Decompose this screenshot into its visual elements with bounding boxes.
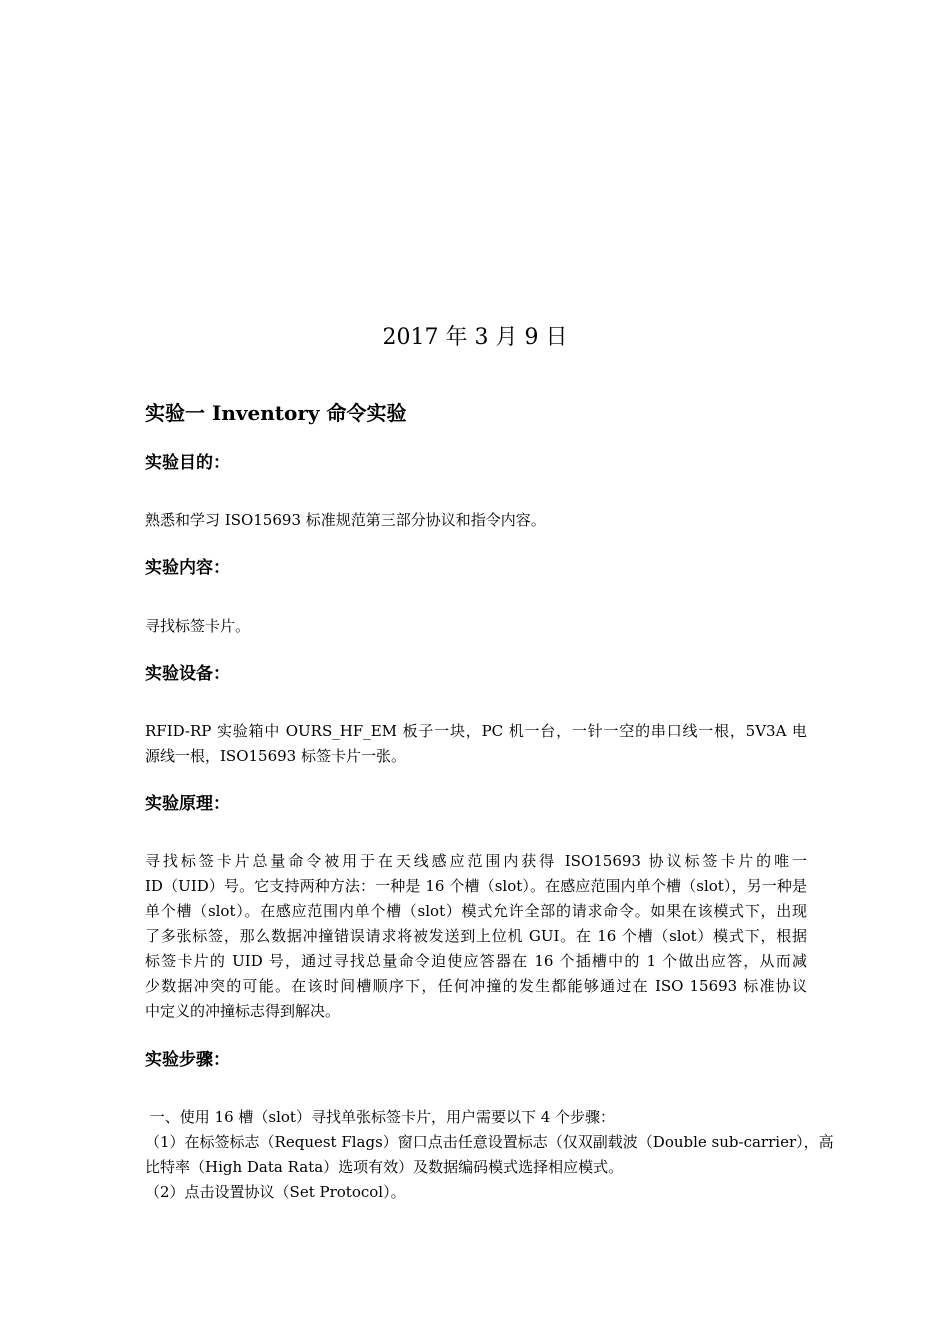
section-text-equipment	[145, 719, 807, 769]
paragraph-line: 比特率（High Data Rata）选项有效）及数据编码模式选择相应模式。	[145, 1158, 624, 1176]
paragraph-line: 熟悉和学习 ISO15693 标准规范第三部分协议和指令内容。	[145, 511, 546, 529]
paragraph-line: 标签卡片的 UID 号，通过寻找总量命令迫使应答器在 16 个插槽中的 1 个做出应答，从而减	[145, 952, 807, 970]
paragraph-line: 源线一根，ISO15693 标签卡片一张。	[145, 747, 406, 765]
paragraph-line: 少数据冲突的可能。在该时间槽顺序下，任何冲撞的发生都能够通过在 ISO 15693 标准协议	[145, 977, 807, 995]
section-heading-purpose: 实验目的：	[145, 453, 230, 473]
section-heading-principle: 实验原理：	[145, 794, 230, 814]
paragraph-line: 中定义的冲撞标志得到解决。	[145, 1002, 341, 1020]
experiment-title: 实验一 Inventory 命令实验	[145, 401, 407, 425]
paragraph-line: ID（UID）号。它支持两种方法：一种是 16 个槽（slot）。在感应范围内单个槽（slot），另一种是	[145, 877, 807, 895]
section-heading-content: 实验内容：	[145, 558, 230, 578]
paragraph-line: （2）点击设置协议（Set Protocol）。	[145, 1183, 406, 1201]
section-text-content	[145, 614, 807, 639]
paragraph-line: RFID-RP 实验箱中 OURS_HF_EM 板子一块，PC 机一台，一针一空的串口线一根，5V3A 电	[145, 722, 807, 740]
paragraph-line: 单个槽（slot）。在感应范围内单个槽（slot）模式允许全部的请求命令。如果在该模式下，出现	[145, 902, 807, 920]
paragraph-line: （1）在标签标志（Request Flags）窗口点击任意设置标志（仅双副载波（Double sub-carrier），高	[145, 1133, 834, 1151]
section-text-principle	[145, 849, 807, 1024]
paragraph-line: 一、使用 16 槽（slot）寻找单张标签卡片，用户需要以下 4 个步骤：	[145, 1108, 616, 1126]
section-text-purpose	[145, 508, 807, 533]
section-heading-equipment: 实验设备：	[145, 664, 230, 684]
section-text-steps	[145, 1105, 834, 1205]
paragraph-line: 寻找标签卡片。	[145, 617, 251, 635]
paragraph-line: 了多张标签，那么数据冲撞错误请求将被发送到上位机 GUI。在 16 个槽（slot）模式下，根据	[145, 927, 807, 945]
paragraph-line: 寻找标签卡片总量命令被用于在天线感应范围内获得 ISO15693 协议标签卡片的唯一	[145, 852, 807, 870]
section-heading-steps: 实验步骤：	[145, 1050, 230, 1070]
document-date: 2017 年 3 月 9 日	[382, 325, 568, 350]
